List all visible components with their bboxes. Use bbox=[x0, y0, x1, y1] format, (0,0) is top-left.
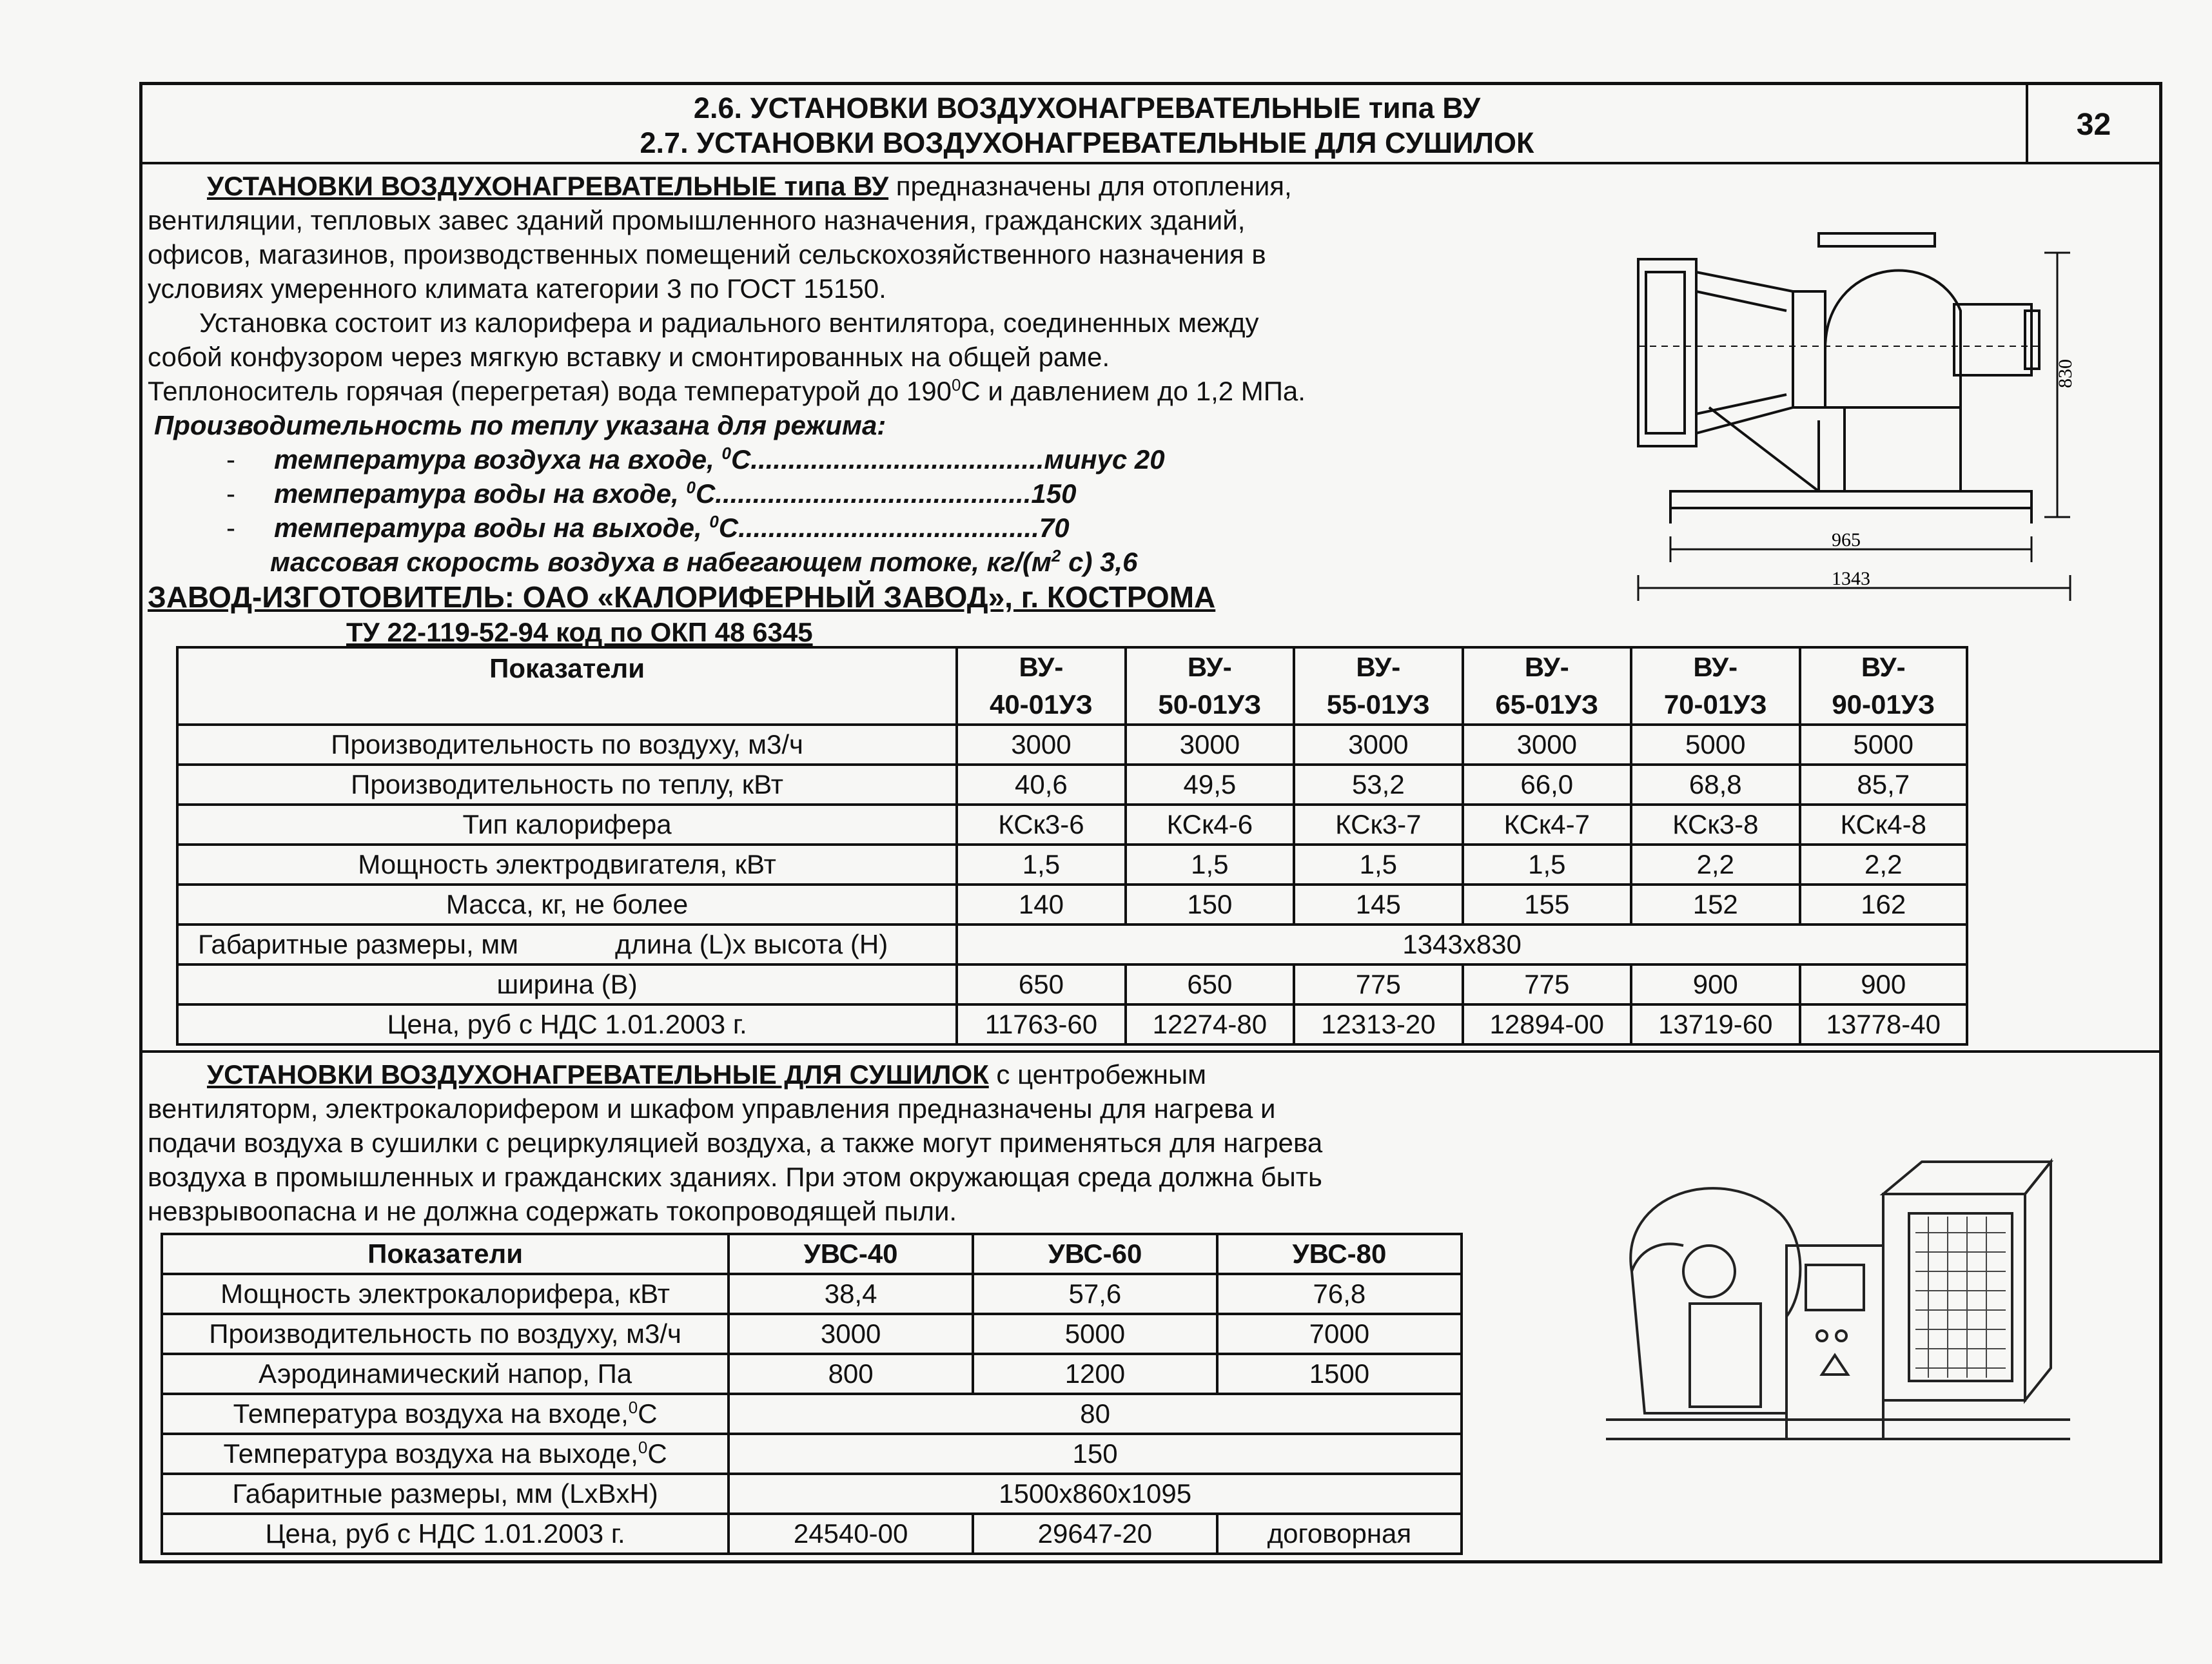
uvs-model-3: УВС-80 bbox=[1217, 1234, 1462, 1274]
table-row bbox=[162, 1394, 1462, 1434]
mode-post: С........................................70 bbox=[718, 513, 1070, 543]
row-label: ширина (В) bbox=[177, 964, 957, 1004]
s1-line-4: Установка состоит из калорифера и радиального вентилятора, соединенных между bbox=[199, 308, 1259, 338]
temp-in-label bbox=[162, 1394, 729, 1434]
model-line: ВУ- bbox=[1861, 652, 1906, 682]
dims-value: 1343х830 bbox=[957, 925, 1967, 964]
dim-height-label: 830 bbox=[2055, 359, 2076, 388]
mode-row-1 bbox=[226, 442, 1165, 476]
maker: ЗАВОД-ИЗГОТОВИТЕЛЬ: ОАО «КАЛОРИФЕРНЫЙ ЗАВОД», г. КОСТРОМА bbox=[148, 580, 1216, 614]
row-label: Цена, руб с НДС 1.01.2003 г. bbox=[162, 1514, 729, 1554]
cell: 3000 bbox=[957, 725, 1125, 765]
s1-line-5: собой конфузором через мягкую вставку и смонтированных на общей раме. bbox=[148, 342, 1110, 372]
table-row bbox=[162, 1434, 1462, 1474]
cell: 900 bbox=[1631, 964, 1799, 1004]
cell: 85,7 bbox=[1800, 765, 1968, 805]
temp-out-label bbox=[162, 1434, 729, 1474]
vu-table bbox=[176, 646, 1968, 1046]
cell: 155 bbox=[1463, 885, 1631, 925]
dims-value: 1500x860x1095 bbox=[729, 1474, 1462, 1514]
cell: 76,8 bbox=[1217, 1274, 1462, 1314]
vu-model-6 bbox=[1800, 647, 1968, 725]
coolant-text-b: С и давлением до 1,2 МПа. bbox=[961, 376, 1306, 406]
row-label: Производительность по воздуху, м3/ч bbox=[177, 725, 957, 765]
uvs-table bbox=[161, 1233, 1463, 1555]
table-row bbox=[177, 885, 1967, 925]
dim-1343-label: 1343 bbox=[1832, 568, 1870, 589]
mass-pre: массовая скорость воздуха в набегающем потоке, кг/(м bbox=[270, 547, 1052, 577]
mode-dash: - bbox=[226, 513, 235, 543]
cell: 650 bbox=[1126, 964, 1294, 1004]
cell: 53,2 bbox=[1294, 765, 1462, 805]
cell: 29647-20 bbox=[973, 1514, 1217, 1554]
table-row bbox=[177, 964, 1967, 1004]
section-divider bbox=[142, 1050, 2159, 1053]
cell: 150 bbox=[1126, 885, 1294, 925]
mode-dash: - bbox=[226, 478, 235, 509]
cell: договорная bbox=[1217, 1514, 1462, 1554]
s2-line-2: подачи воздуха в сушилки с рециркуляцией воздуха, а также могут применяться для нагрева bbox=[148, 1128, 1323, 1158]
row-label: Мощность электрокалорифера, кВт bbox=[162, 1274, 729, 1314]
cell: 40,6 bbox=[957, 765, 1125, 805]
cell: КСк4-7 bbox=[1463, 805, 1631, 845]
cell: 66,0 bbox=[1463, 765, 1631, 805]
table-row bbox=[177, 1004, 1967, 1044]
cell: 3000 bbox=[1126, 725, 1294, 765]
s2-line-3: воздуха в промышленных и гражданских зданиях. При этом окружающая среда должна быть bbox=[148, 1162, 1322, 1192]
temp-out-c: С bbox=[647, 1438, 667, 1469]
cell: 38,4 bbox=[729, 1274, 973, 1314]
cell: 5000 bbox=[1800, 725, 1968, 765]
page-header bbox=[142, 85, 2159, 164]
s2-line-4: невзрывоопасна и не должна содержать токопроводящей пыли. bbox=[148, 1196, 957, 1226]
drying-unit-sketch bbox=[1593, 1142, 2109, 1478]
model-line: 40-01УЗ bbox=[989, 689, 1093, 719]
dims-label-b: длина (L)х высота (Н) bbox=[615, 929, 888, 959]
cell: 2,2 bbox=[1631, 845, 1799, 885]
s2-lead-rest: с центробежным bbox=[988, 1059, 1207, 1090]
model-line: 90-01УЗ bbox=[1832, 689, 1935, 719]
vu-model-3 bbox=[1294, 647, 1462, 725]
unit-drawing bbox=[1625, 214, 2077, 678]
temp-out-text: Температура воздуха на выходе, bbox=[223, 1438, 638, 1469]
page-number: 32 bbox=[2026, 85, 2159, 164]
mode-sup: 0 bbox=[686, 478, 696, 497]
cell: 1,5 bbox=[957, 845, 1125, 885]
model-line: 65-01УЗ bbox=[1495, 689, 1599, 719]
s2-line-1: вентиляторм, электрокалорифером и шкафом управления предназначены для нагрева и bbox=[148, 1093, 1276, 1124]
s1-lead-bold: УСТАНОВКИ ВОЗДУХОНАГРЕВАТЕЛЬНЫЕ типа ВУ bbox=[207, 171, 889, 201]
mode-sup: 0 bbox=[721, 444, 731, 463]
tu-code: ТУ 22-119-52-94 код по ОКП 48 6345 bbox=[346, 617, 813, 647]
table-row bbox=[162, 1274, 1462, 1314]
s1-lead bbox=[207, 169, 1292, 203]
model-line: 50-01УЗ bbox=[1158, 689, 1262, 719]
cell: 800 bbox=[729, 1354, 973, 1394]
coolant-text-a: Теплоноситель горячая (перегретая) вода температурой до 190 bbox=[148, 376, 952, 406]
mode-post: С.......................................минус 20 bbox=[730, 444, 1165, 475]
cell: 775 bbox=[1463, 964, 1631, 1004]
mode-pre: температура воды на входе, bbox=[274, 478, 687, 509]
mode-dash: - bbox=[226, 444, 235, 475]
cell: 650 bbox=[957, 964, 1125, 1004]
cell: 1200 bbox=[973, 1354, 1217, 1394]
cell: 1,5 bbox=[1294, 845, 1462, 885]
s1-line-3: условиях умеренного климата категории 3 по ГОСТ 15150. bbox=[148, 273, 886, 304]
cell: 3000 bbox=[729, 1314, 973, 1354]
model-line: 70-01УЗ bbox=[1663, 689, 1767, 719]
model-line: ВУ- bbox=[1693, 652, 1738, 682]
cell: 57,6 bbox=[973, 1274, 1217, 1314]
model-line: ВУ- bbox=[1524, 652, 1569, 682]
cell: 3000 bbox=[1294, 725, 1462, 765]
vu-model-2 bbox=[1126, 647, 1294, 725]
title-line-2: 2.7. УСТАНОВКИ ВОЗДУХОНАГРЕВАТЕЛЬНЫЕ ДЛЯ СУШИЛОК bbox=[640, 126, 1534, 159]
mode-pre: температура воды на выходе, bbox=[274, 513, 710, 543]
uvs-table-header bbox=[162, 1234, 1462, 1274]
vu-table-header bbox=[177, 647, 1967, 725]
vu-model-1 bbox=[957, 647, 1125, 725]
cell: 900 bbox=[1800, 964, 1968, 1004]
mass-sup: 2 bbox=[1051, 546, 1061, 565]
cell: 2,2 bbox=[1800, 845, 1968, 885]
mode-title: Производительность по теплу указана для режима: bbox=[154, 410, 886, 440]
cell: 152 bbox=[1631, 885, 1799, 925]
table-row bbox=[162, 1354, 1462, 1394]
table-row bbox=[162, 1514, 1462, 1554]
dims-label-a: Габаритные размеры, мм bbox=[198, 929, 519, 959]
uvs-head-label: Показатели bbox=[162, 1234, 729, 1274]
model-line: ВУ- bbox=[1019, 652, 1064, 682]
vu-model-5 bbox=[1631, 647, 1799, 725]
page-frame bbox=[139, 82, 2162, 1563]
s1-coolant bbox=[148, 374, 1306, 408]
row-label: Производительность по теплу, кВт bbox=[177, 765, 957, 805]
cell: 140 bbox=[957, 885, 1125, 925]
cell: КСк3-6 bbox=[957, 805, 1125, 845]
cell: 1500 bbox=[1217, 1354, 1462, 1394]
cell: 3000 bbox=[1463, 725, 1631, 765]
cell: 11763-60 bbox=[957, 1004, 1125, 1044]
cell: 7000 bbox=[1217, 1314, 1462, 1354]
s1-line-1: вентиляции, тепловых завес зданий промышленного назначения, гражданских зданий, bbox=[148, 205, 1246, 235]
cell: КСк4-6 bbox=[1126, 805, 1294, 845]
title-line-1: 2.6. УСТАНОВКИ ВОЗДУХОНАГРЕВАТЕЛЬНЫЕ типа ВУ bbox=[693, 92, 1481, 124]
table-row bbox=[177, 925, 1967, 964]
s1-lead-rest: предназначены для отопления, bbox=[888, 171, 1292, 201]
cell: 68,8 bbox=[1631, 765, 1799, 805]
temp-in-sup: 0 bbox=[628, 1398, 638, 1417]
mode-post: С..........................................150 bbox=[695, 478, 1077, 509]
row-label: Цена, руб с НДС 1.01.2003 г. bbox=[177, 1004, 957, 1044]
table-row bbox=[177, 845, 1967, 885]
cell: 12274-80 bbox=[1126, 1004, 1294, 1044]
cell: 24540-00 bbox=[729, 1514, 973, 1554]
row-label: Производительность по воздуху, м3/ч bbox=[162, 1314, 729, 1354]
coolant-sup: 0 bbox=[951, 375, 961, 395]
dim-965-label: 965 bbox=[1832, 529, 1861, 551]
cell: 12894-00 bbox=[1463, 1004, 1631, 1044]
model-line: ВУ- bbox=[1356, 652, 1401, 682]
model-line: 55-01УЗ bbox=[1326, 689, 1430, 719]
vu-head-label: Показатели bbox=[177, 647, 957, 725]
table-row bbox=[177, 805, 1967, 845]
cell: КСк3-8 bbox=[1631, 805, 1799, 845]
dims-label bbox=[177, 925, 957, 964]
cell: 1,5 bbox=[1463, 845, 1631, 885]
mode-row-2 bbox=[226, 476, 1076, 511]
table-row bbox=[162, 1314, 1462, 1354]
cell: КСк3-7 bbox=[1294, 805, 1462, 845]
table-row bbox=[177, 765, 1967, 805]
uvs-model-1: УВС-40 bbox=[729, 1234, 973, 1274]
cell: 5000 bbox=[1631, 725, 1799, 765]
temp-out-sup: 0 bbox=[638, 1438, 648, 1457]
temp-in-text: Температура воздуха на входе, bbox=[233, 1398, 629, 1429]
row-label: Масса, кг, не более bbox=[177, 885, 957, 925]
vu-model-4 bbox=[1463, 647, 1631, 725]
cell: 13778-40 bbox=[1800, 1004, 1968, 1044]
cell: 12313-20 bbox=[1294, 1004, 1462, 1044]
cell: 5000 bbox=[973, 1314, 1217, 1354]
cell: 162 bbox=[1800, 885, 1968, 925]
row-label: Аэродинамический напор, Па bbox=[162, 1354, 729, 1394]
mass-speed bbox=[270, 545, 1138, 579]
table-row bbox=[177, 725, 1967, 765]
table-row bbox=[162, 1474, 1462, 1514]
s1-line-2: офисов, магазинов, производственных помещений сельскохозяйственного назначения в bbox=[148, 239, 1266, 269]
cell: 1,5 bbox=[1126, 845, 1294, 885]
cell: 145 bbox=[1294, 885, 1462, 925]
cell: КСк4-8 bbox=[1800, 805, 1968, 845]
temp-out-value: 150 bbox=[729, 1434, 1462, 1474]
mode-sup: 0 bbox=[709, 512, 719, 531]
mode-pre: температура воздуха на входе, bbox=[274, 444, 722, 475]
temp-in-value: 80 bbox=[729, 1394, 1462, 1434]
mode-row-3 bbox=[226, 511, 1070, 545]
s2-lead-bold: УСТАНОВКИ ВОЗДУХОНАГРЕВАТЕЛЬНЫЕ ДЛЯ СУШИЛОК bbox=[207, 1059, 989, 1090]
temp-in-c: С bbox=[638, 1398, 658, 1429]
cell: 49,5 bbox=[1126, 765, 1294, 805]
cell: 775 bbox=[1294, 964, 1462, 1004]
model-line: ВУ- bbox=[1187, 652, 1232, 682]
cell: 13719-60 bbox=[1631, 1004, 1799, 1044]
row-label: Тип калорифера bbox=[177, 805, 957, 845]
row-label: Мощность электродвигателя, кВт bbox=[177, 845, 957, 885]
mass-post: с) 3,6 bbox=[1061, 547, 1138, 577]
uvs-model-2: УВС-60 bbox=[973, 1234, 1217, 1274]
row-label: Габаритные размеры, мм (LxBxH) bbox=[162, 1474, 729, 1514]
s2-lead bbox=[207, 1057, 1206, 1091]
